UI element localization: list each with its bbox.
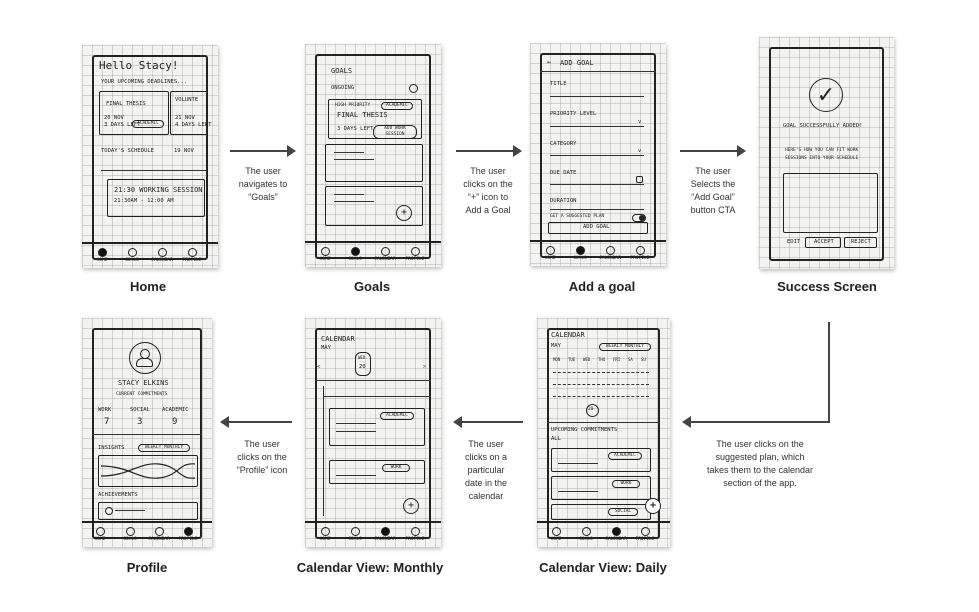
bottom-nav [537, 521, 670, 547]
achievements-heading: ACHIEVEMENTS [98, 492, 138, 498]
achievement-badge [105, 507, 113, 515]
placeholder-line [336, 431, 376, 432]
deadlines-heading: YOUR UPCOMING DEADLINES... [101, 79, 188, 85]
profile-icon[interactable] [636, 246, 645, 255]
add-event-fab[interactable]: + [403, 498, 419, 514]
calendar-icon[interactable] [612, 527, 621, 536]
caption-profile: Profile [126, 560, 168, 575]
goals-icon[interactable] [576, 246, 585, 255]
event-tag: WORK [382, 464, 410, 472]
stat-label: ACADEMIC [162, 407, 189, 413]
goals-icon[interactable] [351, 247, 360, 256]
header-divider [540, 71, 656, 72]
weekday-label: WED [583, 357, 591, 362]
profile-icon[interactable] [641, 527, 650, 536]
profile-sketch [82, 318, 212, 547]
card-title: VOLUNTE [175, 97, 199, 103]
success-subtitle: SESSIONS INTO YOUR SCHEDULE [785, 156, 859, 161]
weekday-label: SA [628, 357, 633, 362]
suggest-toggle[interactable] [632, 214, 646, 222]
home-sketch [82, 45, 218, 268]
form-select[interactable] [550, 126, 644, 127]
nav-label: CALENDAR [151, 258, 173, 263]
deadline-card[interactable] [170, 91, 212, 135]
goals-sketch [305, 44, 441, 267]
success-message: GOAL SUCCESSFULLY ADDED! [783, 123, 863, 129]
card-days: 4 DAYS LEFT [175, 122, 212, 128]
button-label: ACCEPT [814, 239, 834, 245]
day-num: 20 [359, 364, 366, 370]
bottom-nav [305, 521, 441, 547]
ongoing-label: ONGOING [331, 85, 355, 91]
transition-note: The user Selects the “Add Goal” button CTA [690, 166, 736, 215]
nav-label: CALENDAR [374, 257, 396, 262]
stat-value: 7 [104, 417, 110, 427]
achievement-card [98, 502, 198, 520]
day-label: WED [358, 355, 366, 360]
bottom-nav [82, 242, 218, 268]
success-check-icon: ✓ [809, 78, 843, 112]
nav-label: GOALS [125, 258, 139, 263]
section-divider [547, 422, 660, 423]
flow-arrow [222, 421, 292, 423]
nav-label: PROFILE [178, 537, 198, 542]
commitments-label: CURRENT COMMITMENTS [116, 392, 168, 397]
home-icon[interactable] [546, 246, 555, 255]
caption-goals: Goals [353, 279, 391, 294]
event-card[interactable] [329, 460, 425, 484]
placeholder-line [115, 510, 145, 511]
stat-label: WORK [98, 407, 112, 413]
schedule-heading: TODAY'S SCHEDULE [101, 148, 154, 154]
insights-heading: INSIGHTS [98, 445, 125, 451]
nav-label: CALENDAR [148, 537, 170, 542]
home-icon[interactable] [96, 527, 105, 536]
nav-label: HOME [94, 537, 106, 542]
weekday-label: MON [553, 357, 561, 362]
caption-calendar-monthly: Calendar View: Monthly [296, 560, 444, 575]
screen-title: GOALS [331, 67, 353, 75]
goals-icon[interactable] [582, 527, 591, 536]
flow-arrow [455, 421, 523, 423]
placeholder-line [334, 201, 374, 202]
button-label: ADD GOAL [583, 224, 610, 230]
phone-frame [92, 55, 208, 260]
form-label: TITLE [550, 81, 567, 87]
insights-chart [98, 455, 198, 487]
info-icon[interactable] [409, 84, 418, 93]
goal-card[interactable] [325, 186, 423, 226]
avatar-body [136, 358, 153, 367]
calendar-icon[interactable] [381, 527, 390, 536]
event-card[interactable] [329, 408, 425, 446]
selected-date[interactable] [586, 404, 599, 417]
card-tag: ACADEMIC [132, 120, 164, 128]
commitment-card[interactable] [551, 504, 651, 520]
nav-label: PROFILE [182, 258, 202, 263]
edit-button[interactable]: EDIT [787, 239, 801, 245]
stat-label: SOCIAL [130, 407, 150, 413]
nav-label: GOALS [123, 537, 137, 542]
commitment-tag: SOCIAL [608, 508, 638, 516]
placeholder-line [334, 159, 374, 160]
nav-label: GOALS [348, 257, 362, 262]
plan-preview [783, 173, 878, 233]
flow-arrow [456, 150, 520, 152]
profile-icon[interactable] [411, 247, 420, 256]
calendar-row [553, 384, 649, 385]
bottom-nav [82, 521, 212, 547]
card-date: 21 NOV [175, 115, 195, 121]
weekday-label: THU [598, 357, 606, 362]
nav-label: HOME [544, 256, 556, 261]
home-icon[interactable] [98, 248, 107, 257]
stat-value: 3 [137, 417, 143, 427]
header-divider [315, 380, 431, 381]
calendar-row [553, 372, 649, 373]
caption-home: Home [129, 279, 167, 294]
button-label: REJECT [851, 239, 871, 245]
section-divider [92, 434, 202, 435]
calendar-row [553, 396, 649, 397]
nav-label: GOALS [579, 537, 593, 542]
calendar-icon[interactable] [158, 248, 167, 257]
card-days: 3 DAYS LEFT [104, 122, 141, 128]
screen-title: CALENDAR [321, 335, 355, 343]
date-num: 20 [588, 407, 594, 412]
caption-add-goal: Add a goal [568, 279, 636, 294]
upcoming-filter[interactable]: ALL [551, 436, 561, 442]
transition-note: The user navigates to “Goals” [238, 166, 288, 202]
goals-icon[interactable] [126, 527, 135, 536]
form-label: DUE DATE [550, 170, 577, 176]
chevron-down-icon: v [638, 148, 642, 154]
add-work-session-button[interactable]: ADD WORK SESSION [373, 125, 417, 139]
transition-note: The user clicks on the suggested plan, which takes them to the calendar section of the app. [706, 439, 814, 488]
goal-title: FINAL THESIS [337, 111, 388, 119]
add-goal-fab[interactable]: + [396, 205, 412, 221]
chevron-down-icon: v [638, 119, 642, 125]
add-goal-sketch [530, 43, 666, 266]
commitment-tag: ACADEMIC [608, 452, 642, 460]
month-label: MAY [551, 343, 561, 349]
form-label: CATEGORY [550, 141, 577, 147]
calendar-daily-sketch [537, 318, 670, 547]
caption-calendar-daily: Calendar View: Daily [539, 560, 667, 575]
commitment-card[interactable] [551, 476, 651, 500]
goals-icon[interactable] [351, 527, 360, 536]
accept-button[interactable] [805, 237, 841, 248]
add-goal-button[interactable] [548, 222, 648, 234]
bottom-nav [530, 240, 666, 266]
placeholder-line [334, 194, 364, 195]
home-icon[interactable] [321, 527, 330, 536]
placeholder-line [558, 463, 598, 464]
stat-value: 9 [172, 417, 178, 427]
month-label: MAY [321, 345, 331, 351]
card-title: FINAL THESIS [106, 101, 146, 107]
form-input[interactable] [550, 209, 644, 210]
screen-title: ADD GOAL [560, 59, 594, 67]
transition-note: The user clicks on a particular date in the calendar [464, 439, 508, 501]
transition-note: The user clicks on the “+” icon to Add a Goal [463, 166, 513, 215]
greeting: Hello Stacy! [99, 59, 179, 72]
nav-label: PROFILE [405, 257, 425, 262]
flow-arrow [680, 150, 744, 152]
goal-card[interactable] [328, 99, 422, 139]
weekday-label: FRI [613, 357, 621, 362]
event-tag: ACADEMIC [380, 412, 414, 420]
profile-icon[interactable] [188, 248, 197, 257]
form-input[interactable] [550, 96, 644, 97]
insights-toggle[interactable]: WEEKLY MONTHLY [138, 444, 190, 452]
transition-note: The user clicks on the “Profile” icon [236, 439, 288, 475]
nav-label: HOME [550, 537, 562, 542]
nav-label: GOALS [348, 537, 362, 542]
commitment-tag: WORK [612, 480, 640, 488]
weekday-label: SU [641, 357, 646, 362]
priority-label: HIGH PRIORITY [335, 103, 371, 108]
nav-label: HOME [96, 258, 108, 263]
calendar-icon[interactable] [636, 176, 643, 183]
profile-name: STACY ELKINS [118, 379, 169, 387]
insights-wave [99, 456, 197, 486]
form-label: DURATION [550, 198, 577, 204]
suggest-label: GET A SUGGESTED PLAN [550, 214, 605, 219]
goal-tag: ACADEMIC [381, 102, 413, 110]
schedule-date: 19 NOV [174, 148, 194, 154]
flow-connector [828, 322, 830, 422]
nav-label: PROFILE [405, 537, 425, 542]
profile-icon[interactable] [184, 527, 193, 536]
caption-success: Success Screen [777, 279, 877, 294]
deadline-card[interactable] [99, 91, 169, 135]
home-icon[interactable] [321, 247, 330, 256]
timeline-axis [323, 386, 324, 516]
timeline-line [323, 396, 431, 397]
weekday-label: TUE [568, 357, 576, 362]
days-left: 3 DAYS LEFT [337, 126, 374, 132]
goals-icon[interactable] [128, 248, 137, 257]
selected-day[interactable] [355, 352, 371, 376]
event-title: 21:30 WORKING SESSION [114, 186, 203, 194]
nav-label: HOME [319, 257, 331, 262]
nav-label: CALENDAR [374, 537, 396, 542]
next-icon[interactable]: > [423, 364, 427, 370]
nav-label: HOME [319, 537, 331, 542]
flow-arrow [230, 150, 294, 152]
calendar-icon[interactable] [381, 247, 390, 256]
success-sketch [759, 37, 894, 269]
nav-label: PROFILE [635, 537, 655, 542]
nav-label: PROFILE [630, 256, 650, 261]
form-select[interactable] [550, 155, 644, 156]
calendar-monthly-sketch [305, 318, 441, 547]
timeline-line [101, 170, 206, 171]
event-time: 21:30AM - 12:00 AM [114, 198, 174, 204]
form-date[interactable] [550, 184, 644, 185]
nav-label: GOALS [573, 256, 587, 261]
success-subtitle: HERE'S HOW YOU CAN FIT WORK [785, 148, 859, 153]
form-label: PRIORITY LEVEL [550, 111, 597, 117]
flow-arrow [684, 421, 830, 423]
calendar-icon[interactable] [155, 527, 164, 536]
avatar [129, 342, 161, 374]
card-date: 20 NOV [104, 115, 124, 121]
home-icon[interactable] [552, 527, 561, 536]
prev-icon[interactable]: < [317, 364, 321, 370]
placeholder-line [558, 491, 598, 492]
reject-button[interactable] [844, 237, 877, 248]
goal-card[interactable] [325, 144, 423, 182]
nav-label: CALENDAR [605, 537, 627, 542]
bottom-nav [305, 241, 441, 267]
add-commitment-fab[interactable]: + [645, 498, 661, 514]
screen-title: CALENDAR [551, 331, 585, 339]
view-toggle[interactable]: WEEKLY MONTHLY [599, 343, 651, 351]
upcoming-heading: UPCOMING COMMITMENTS [551, 427, 618, 433]
placeholder-line [336, 475, 376, 476]
back-icon[interactable]: ← [547, 58, 552, 66]
schedule-event[interactable] [107, 179, 205, 217]
nav-label: CALENDAR [599, 256, 621, 261]
commitment-card[interactable] [551, 448, 651, 472]
calendar-icon[interactable] [606, 246, 615, 255]
profile-icon[interactable] [411, 527, 420, 536]
placeholder-line [334, 152, 364, 153]
placeholder-line [336, 423, 376, 424]
